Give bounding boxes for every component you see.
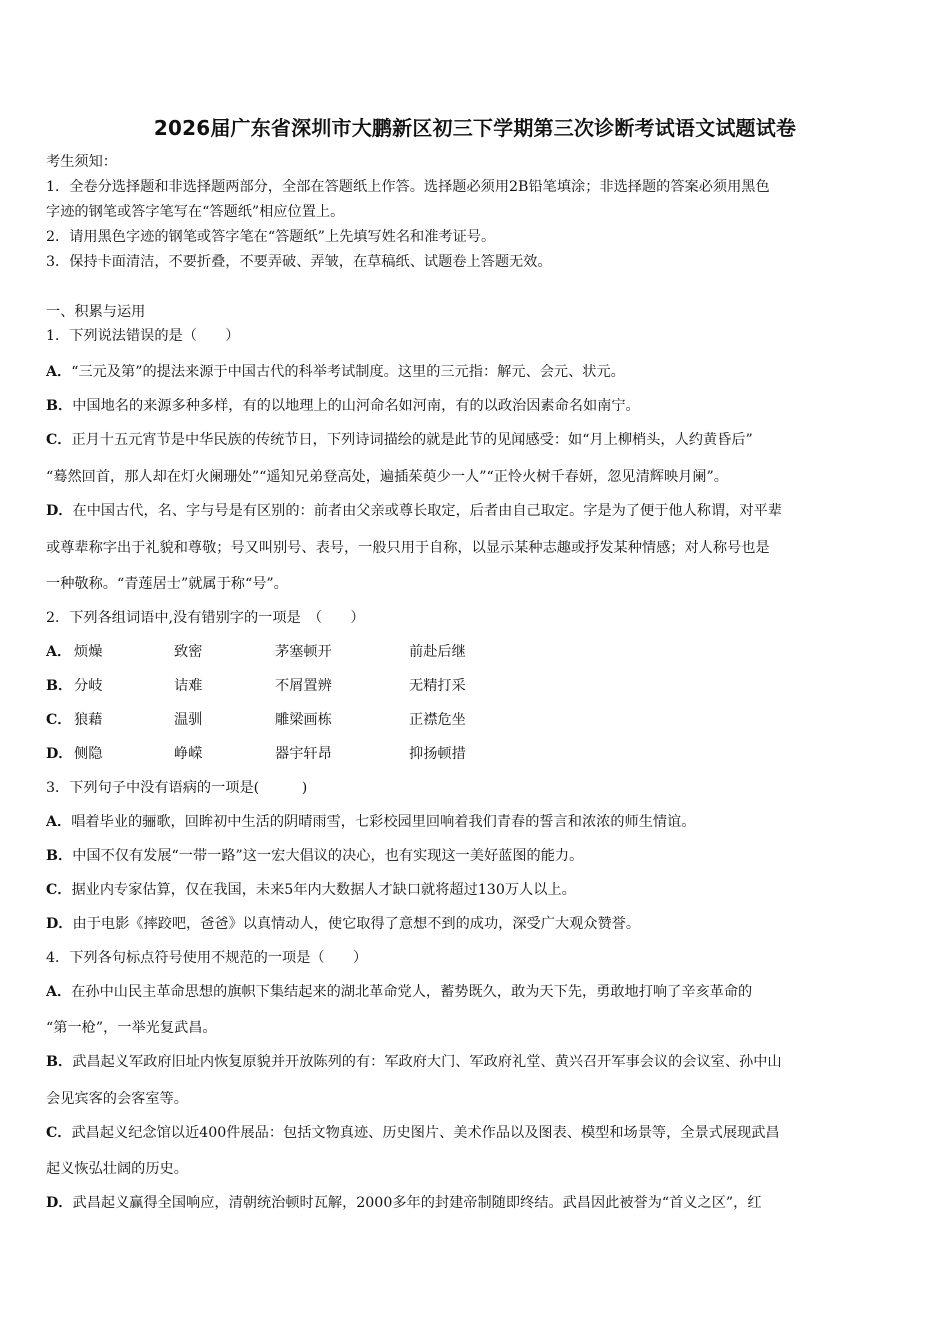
- option-text: 中国地名的来源多种多样，有的以地理上的山河命名如河南，有的以政治因素命名如南宁。: [72, 398, 640, 414]
- option-label: C．: [46, 712, 72, 728]
- q1-option-a: [46, 362, 625, 382]
- word-3: 器宇轩昂: [275, 746, 332, 762]
- word-4: 抑扬顿措: [409, 746, 466, 762]
- q1-stem: 1．下列说法错误的是（ ）: [46, 328, 240, 344]
- option-label: D．: [46, 916, 73, 932]
- word-1: 侧隐: [74, 746, 103, 762]
- option-text: 正月十五元宵节是中华民族的传统节日，下列诗词描绘的就是此节的见闻感受：如“月上柳梢头，人约黄昏后”: [71, 432, 753, 448]
- q1-option-d: [46, 501, 782, 521]
- q3-option-d: [46, 914, 640, 934]
- word-2: 诘难: [174, 678, 203, 694]
- word-1: 烦燥: [74, 644, 103, 660]
- notice-line-1: 1．全卷分选择题和非选择题两部分，全部在答题纸上作答。选择题必须用2B铅笔填涂；非选择题的答案必须用黑色: [46, 179, 770, 195]
- option-text: 中国不仅有发展“一带一路”这一宏大倡议的决心，也有实现这一美好蓝图的能力。: [72, 848, 584, 864]
- option-label: A．: [46, 814, 72, 830]
- word-3: 茅塞顿开: [275, 644, 332, 660]
- option-label: B．: [46, 1054, 73, 1070]
- option-label: B．: [46, 398, 73, 414]
- option-label: A．: [46, 984, 72, 1000]
- q4-option-b-cont: 会见宾客的会客室等。: [46, 1091, 188, 1107]
- q1-option-d-cont: 或尊辈称字出于礼貌和尊敬；号又叫别号、表号，一般只用于自称，以显示某种志趣或抒发某种情感；对人称号也是: [46, 540, 770, 556]
- option-label: A．: [46, 644, 72, 660]
- notice-line-2: 2．请用黑色字迹的钢笔或答字笔在“答题纸”上先填写姓名和准考证号。: [46, 229, 496, 245]
- option-label: B．: [46, 848, 73, 864]
- word-3: 雕梁画栋: [275, 712, 332, 728]
- option-text: 据业内专家估算，仅在我国，未来5年内大数据人才缺口就将超过130万人以上。: [71, 882, 576, 898]
- option-text: 武昌起义纪念馆以近400件展品：包括文物真迹、历史图片、美术作品以及图表、模型和场景等，全景式展现武昌: [71, 1125, 780, 1141]
- option-label: C．: [46, 432, 72, 448]
- option-label: D．: [46, 1195, 73, 1211]
- option-text: 在孙中山民主革命思想的旗帜下集结起来的湖北革命党人，蓄势既久，敢为天下先，勇敢地打响了辛亥革命的: [71, 984, 753, 1000]
- q4-option-d: [46, 1193, 762, 1213]
- q1-option-d-cont2: 一种敬称。“青莲居士”就属于称“号”。: [46, 576, 288, 592]
- option-text: 唱着毕业的骊歌，回眸初中生活的阴晴雨雪，七彩校园里回响着我们青春的誓言和浓浓的师生情谊。: [71, 814, 696, 830]
- option-text: “三元及第”的提法来源于中国古代的科举考试制度。这里的三元指：解元、会元、状元。: [71, 364, 625, 380]
- section-heading: 一、积累与运用: [46, 304, 146, 320]
- word-2: 温驯: [174, 712, 203, 728]
- word-2: 致密: [174, 644, 203, 660]
- option-label: D．: [46, 746, 73, 762]
- word-4: 前赴后继: [409, 644, 466, 660]
- q3-stem: 3．下列句子中没有语病的一项是( ): [46, 780, 308, 796]
- q1-option-c: [46, 430, 753, 450]
- option-label: C．: [46, 1125, 72, 1141]
- option-label: A．: [46, 364, 72, 380]
- q1-option-b: [46, 396, 640, 416]
- option-label: C．: [46, 882, 72, 898]
- word-4: 无精打采: [409, 678, 466, 694]
- q3-option-b: [46, 846, 583, 866]
- option-label: D．: [46, 503, 73, 519]
- notice-line-1b: 字迹的钢笔或答字笔写在“答题纸”相应位置上。: [46, 204, 345, 220]
- word-4: 正襟危坐: [409, 712, 466, 728]
- notice-line-3: 3．保持卡面清洁，不要折叠，不要弄破、弄皱，在草稿纸、试题卷上答题无效。: [46, 254, 552, 270]
- q3-option-c: [46, 880, 576, 900]
- q4-option-c-cont: 起义恢弘壮阔的历史。: [46, 1161, 188, 1177]
- page-title: 2026届广东省深圳市大鹏新区初三下学期第三次诊断考试语文试题试卷: [153, 116, 797, 140]
- q4-option-a-cont: “第一枪”，一举光复武昌。: [46, 1020, 217, 1036]
- option-text: 武昌起义赢得全国响应，清朝统治顿时瓦解，2000多年的封建帝制随即终结。武昌因此被誉为“首义之区”，红: [72, 1195, 762, 1211]
- q1-option-c-cont: “蓦然回首，那人却在灯火阑珊处”“遥知兄弟登高处，遍插茱萸少一人”“正怜火树千春妍，忽见清辉映月阑”。: [46, 469, 728, 485]
- option-text: 在中国古代，名、字与号是有区别的：前者由父亲或尊长取定，后者由自己取定。字是为了便于他人称谓，对平辈: [72, 503, 782, 519]
- option-label: B．: [46, 678, 73, 694]
- q4-option-c: [46, 1123, 780, 1143]
- option-text: 武昌起义军政府旧址内恢复原貌并开放陈列的有：军政府大门、军政府礼堂、黄兴召开军事会议的会议室、孙中山: [72, 1054, 782, 1070]
- q4-option-a: [46, 982, 752, 1002]
- q4-stem: 4．下列各句标点符号使用不规范的一项是（ ）: [46, 950, 368, 966]
- notice-heading: 考生须知：: [46, 154, 117, 170]
- option-text: 由于电影《摔跤吧，爸爸》以真情动人，使它取得了意想不到的成功，深受广大观众赞誉。: [72, 916, 641, 932]
- q3-option-a: [46, 812, 695, 832]
- q2-stem: 2．下列各组词语中,没有错别字的一项是 （ ）: [46, 610, 365, 626]
- q4-option-b: [46, 1052, 782, 1072]
- word-3: 不屑置辨: [275, 678, 332, 694]
- word-1: 狼藉: [74, 712, 103, 728]
- word-2: 峥嵘: [174, 746, 203, 762]
- word-1: 分岐: [74, 678, 103, 694]
